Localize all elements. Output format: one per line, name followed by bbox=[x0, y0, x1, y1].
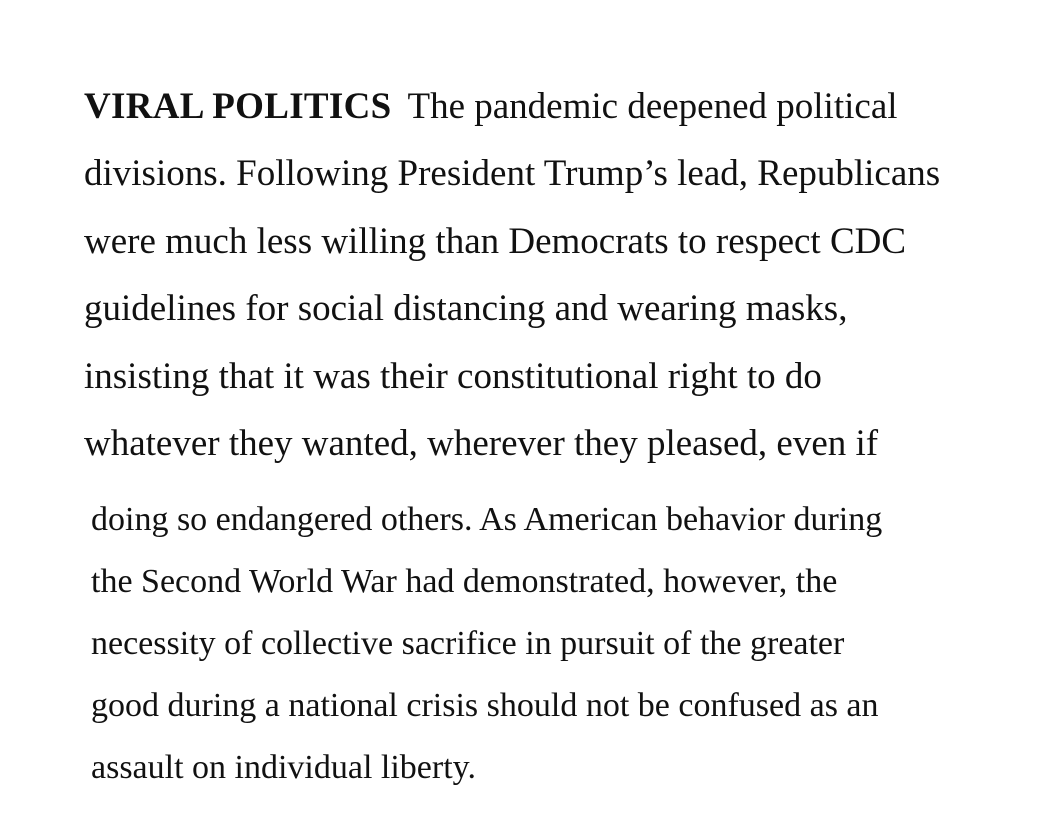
paragraph-line-2: divisions. Following President Trump’s lead, Republicans bbox=[84, 153, 941, 194]
paragraph-line-7: doing so endangered others. As American behavior during bbox=[91, 501, 883, 538]
text-line: The pandemic deepened political bbox=[407, 86, 898, 127]
paragraph-line-3: were much less willing than Democrats to respect CDC bbox=[84, 221, 907, 262]
section-heading: VIRAL POLITICS bbox=[84, 86, 392, 127]
paragraph-line-6: whatever they wanted, wherever they pleased, even if bbox=[84, 423, 879, 464]
paragraph-line-9: necessity of collective sacrifice in pursuit of the greater bbox=[91, 625, 845, 662]
paragraph-line-5: insisting that it was their constitutional right to do bbox=[84, 356, 822, 397]
paragraph-line-8: the Second World War had demonstrated, however, the bbox=[91, 563, 838, 600]
paragraph-line-4: guidelines for social distancing and wearing masks, bbox=[84, 288, 848, 329]
paragraph-line-11: assault on individual liberty. bbox=[91, 749, 476, 786]
paragraph-line-1 bbox=[84, 88, 898, 125]
paragraph-line-10: good during a national crisis should not be confused as an bbox=[91, 687, 879, 724]
